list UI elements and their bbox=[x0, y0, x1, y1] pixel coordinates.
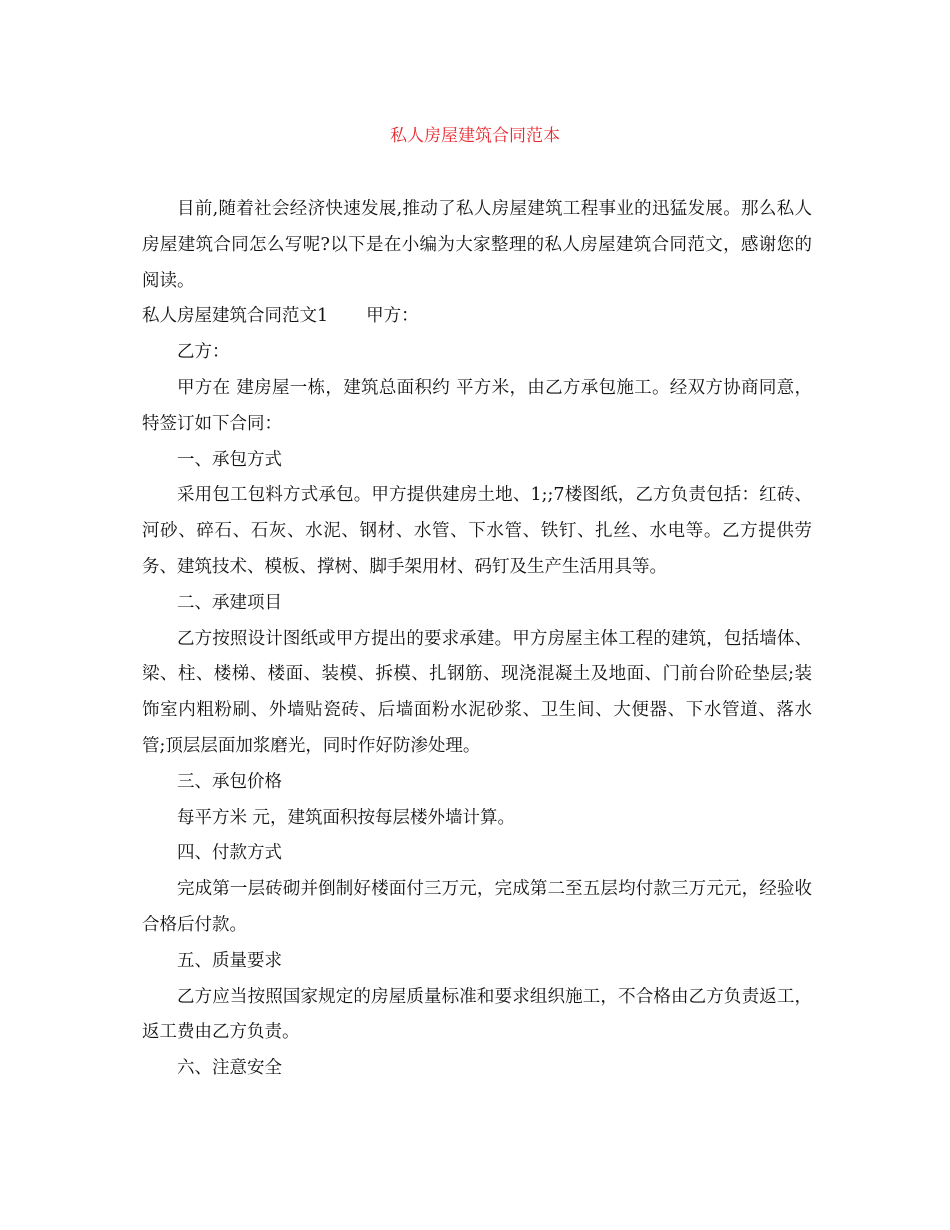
sample-heading: 私人房屋建筑合同范文1 bbox=[142, 306, 329, 327]
section-heading: 三、承包价格 bbox=[177, 771, 282, 792]
intro-paragraph: 目前,随着社会经济快速发展,推动了私人房屋建筑工程事业的迅猛发展。那么私人房屋建筑合同怎么写呢?以下是在小编为大家整理的私人房屋建筑合同范文，感谢您的阅读。 bbox=[142, 199, 812, 291]
section-text: 每平方米 元，建筑面积按每层楼外墙计算。 bbox=[177, 807, 516, 828]
section-text: 乙方按照设计图纸或甲方提出的要求承建。甲方房屋主体工程的建筑，包括墙体、梁、柱、楼梯、楼面、装模、拆模、扎钢筋、现浇混凝土及地面、门前台阶砼垫层;装饰室内粗粉刷、外墙贴瓷砖、后墙面粉水泥砂浆、卫生间、大便器、下水管道、落水管;顶层层面加浆磨光，同时作好防渗处理。 bbox=[142, 628, 812, 756]
preamble-paragraph: 甲方在 建房屋一栋，建筑总面积约 平方米，由乙方承包施工。经双方协商同意，特签订如下合同： bbox=[142, 377, 812, 434]
sample-heading-row bbox=[142, 299, 812, 335]
party-b-label: 乙方： bbox=[177, 342, 230, 363]
section-text: 乙方应当按照国家规定的房屋质量标准和要求组织施工，不合格由乙方负责返工，返工费由乙方负责。 bbox=[142, 986, 812, 1043]
section-heading: 二、承建项目 bbox=[177, 592, 282, 613]
document-title: 私人房屋建筑合同范本 bbox=[390, 126, 560, 146]
section-heading: 一、承包方式 bbox=[177, 449, 282, 470]
section-heading: 五、质量要求 bbox=[177, 950, 282, 971]
document-body bbox=[142, 192, 812, 1087]
section-heading: 四、付款方式 bbox=[177, 843, 282, 864]
party-a-label: 甲方： bbox=[366, 306, 419, 327]
section-text: 完成第一层砖砌并倒制好楼面付三万元，完成第二至五层均付款三万元元，经验收合格后付款。 bbox=[142, 879, 812, 935]
heading-gap bbox=[328, 299, 366, 335]
section-heading: 六、注意安全 bbox=[177, 1058, 282, 1079]
section-text: 采用包工包料方式承包。甲方提供建房土地、1;;7楼图纸，乙方负责包括：红砖、河砂、碎石、石灰、水泥、钢材、水管、下水管、铁钉、扎丝、水电等。乙方提供劳务、建筑技术、模板、撑树、脚手架用材、码钉及生产生活用具等。 bbox=[142, 485, 812, 577]
